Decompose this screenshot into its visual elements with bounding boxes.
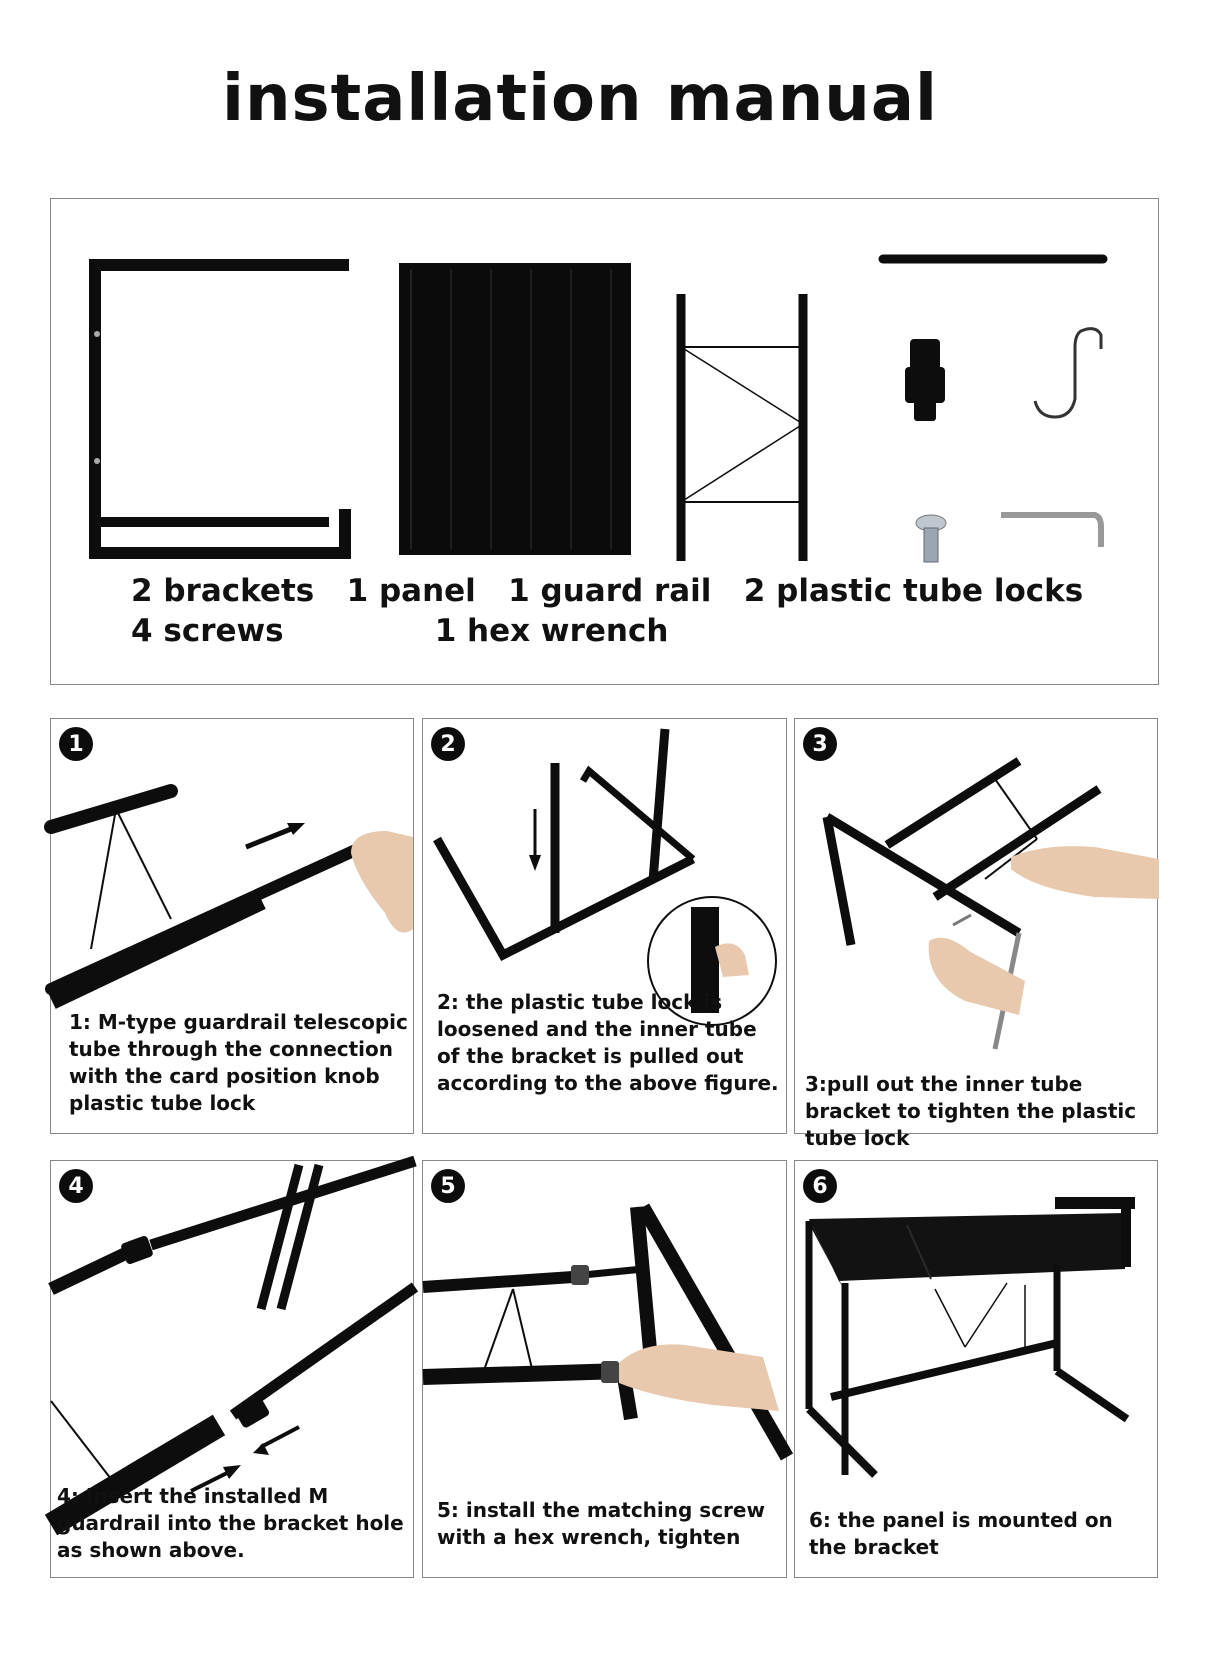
step-4-number: 4 (59, 1169, 93, 1203)
step-3-panel (794, 718, 1158, 1150)
tube-lock-part (905, 339, 945, 421)
step-3-caption: 3:pull out the inner tube bracket to tighten the plastic tube lock (805, 1072, 1137, 1150)
step-3-number: 3 (803, 727, 837, 761)
step-6-panel (794, 1160, 1158, 1578)
step-2-panel (422, 718, 787, 1134)
step-5-caption: 5: install the matching screw with a hex wrench, tighten (437, 1498, 765, 1549)
step-5-number: 5 (431, 1169, 465, 1203)
step-1-caption: 1: M-type guardrail telescopic tube through the connection with the card position knob plastic tube lock (69, 1010, 408, 1115)
parts-list-line-2: 4 screws 1 hex wrench (131, 613, 669, 649)
step-2-number: 2 (431, 727, 465, 761)
panel-part (399, 263, 631, 555)
step-4-caption: 4: Insert the installed M guardrail into the bracket hole as shown above. (57, 1484, 404, 1562)
parts-overview-panel (50, 198, 1159, 685)
guard-rail-part (681, 294, 803, 561)
step-5-panel (422, 1160, 787, 1578)
step-2-caption: 2: the plastic tube lock is loosened and the inner tube of the bracket is pulled out according to the above figure. (437, 990, 779, 1095)
page-title: installation manual (222, 62, 938, 136)
parts-list-line-1: 2 brackets 1 panel 1 guard rail 2 plastic tube locks (131, 573, 1084, 609)
step-6-caption: 6: the panel is mounted on the bracket (809, 1508, 1113, 1559)
hook-part (1035, 329, 1101, 417)
bracket-part (89, 259, 351, 559)
step-1-number: 1 (59, 727, 93, 761)
screw-part (916, 515, 946, 562)
step-6-number: 6 (803, 1169, 837, 1203)
hex-wrench-part (1001, 515, 1101, 547)
step-1-panel (50, 718, 414, 1134)
step-4-panel (50, 1160, 414, 1578)
